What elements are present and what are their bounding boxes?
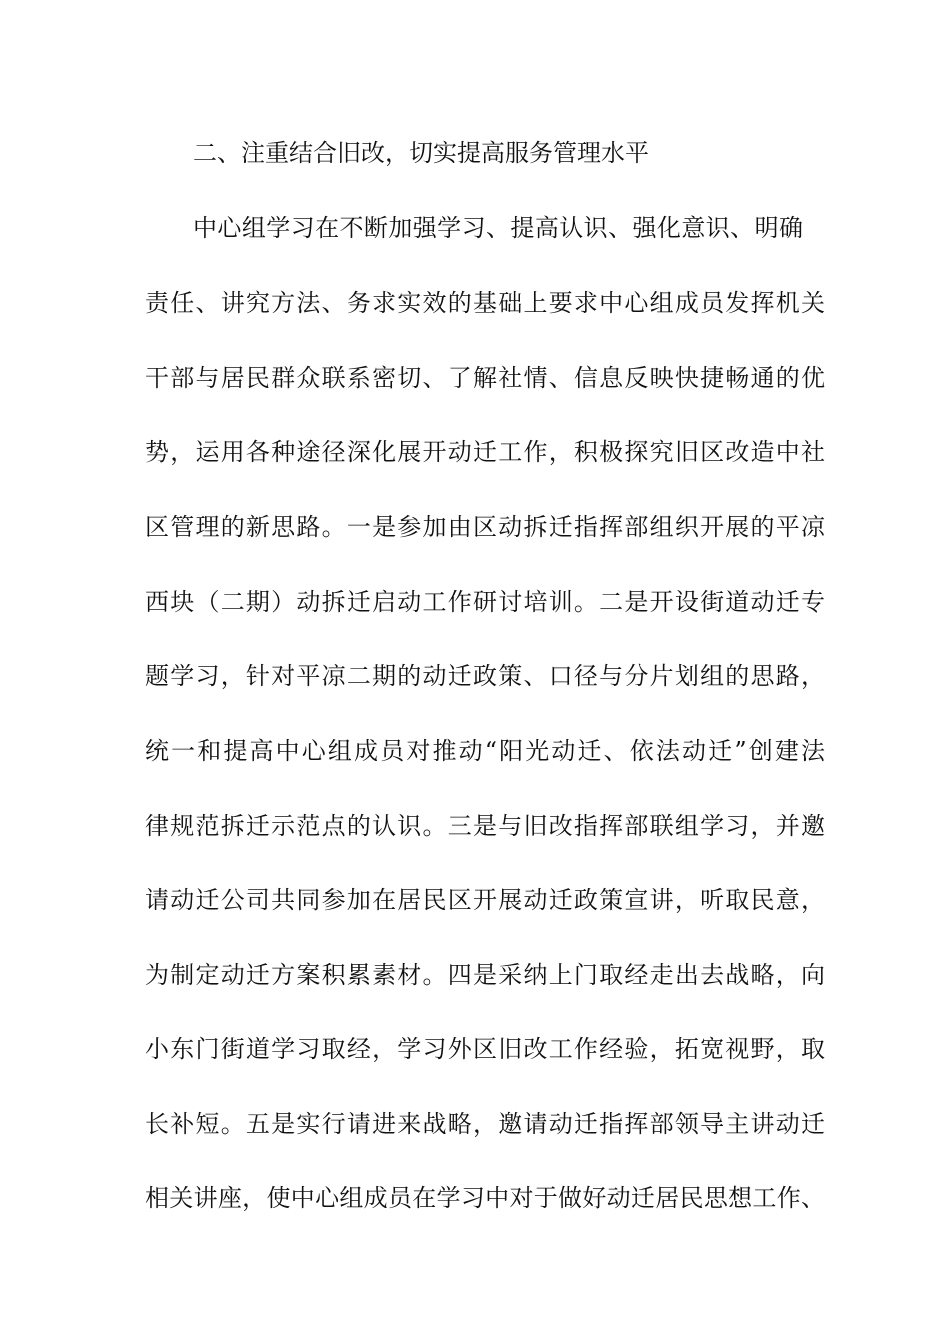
paragraph-line: 请动迁公司共同参加在居民区开展动迁政策宣讲，听取民意， bbox=[145, 886, 825, 914]
paragraph-line: 律规范拆迁示范点的认识。三是与旧改指挥部联组学习，并邀 bbox=[145, 812, 825, 840]
paragraph-line: 势，运用各种途径深化展开动迁工作，积极探究旧区改造中社 bbox=[145, 438, 825, 466]
paragraph-line: 为制定动迁方案积累素材。四是采纳上门取经走出去战略，向 bbox=[145, 961, 825, 989]
paragraph-line: 小东门街道学习取经，学习外区旧改工作经验，拓宽视野，取 bbox=[145, 1035, 825, 1063]
paragraph-line: 责任、讲究方法、务求实效的基础上要求中心组成员发挥机关 bbox=[145, 289, 825, 317]
paragraph-line: 中心组学习在不断加强学习、提高认识、强化意识、明确 bbox=[193, 214, 803, 242]
paragraph-line: 西块（二期）动拆迁启动工作研讨培训。二是开设街道动迁专 bbox=[145, 588, 825, 616]
paragraph-line: 统一和提高中心组成员对推动“阳光动迁、依法动迁”创建法 bbox=[145, 737, 825, 765]
paragraph-line: 题学习，针对平凉二期的动迁政策、口径与分片划组的思路， bbox=[145, 662, 825, 690]
paragraph-line: 区管理的新思路。一是参加由区动拆迁指挥部组织开展的平凉 bbox=[145, 513, 825, 541]
section-heading: 二、注重结合旧改，切实提高服务管理水平 bbox=[193, 139, 649, 167]
paragraph-line: 长补短。五是实行请进来战略，邀请动迁指挥部领导主讲动迁 bbox=[145, 1110, 825, 1138]
paragraph-line: 相关讲座，使中心组成员在学习中对于做好动迁居民思想工作、 bbox=[145, 1184, 825, 1212]
paragraph-line: 干部与居民群众联系密切、了解社情、信息反映快捷畅通的优 bbox=[145, 364, 825, 392]
